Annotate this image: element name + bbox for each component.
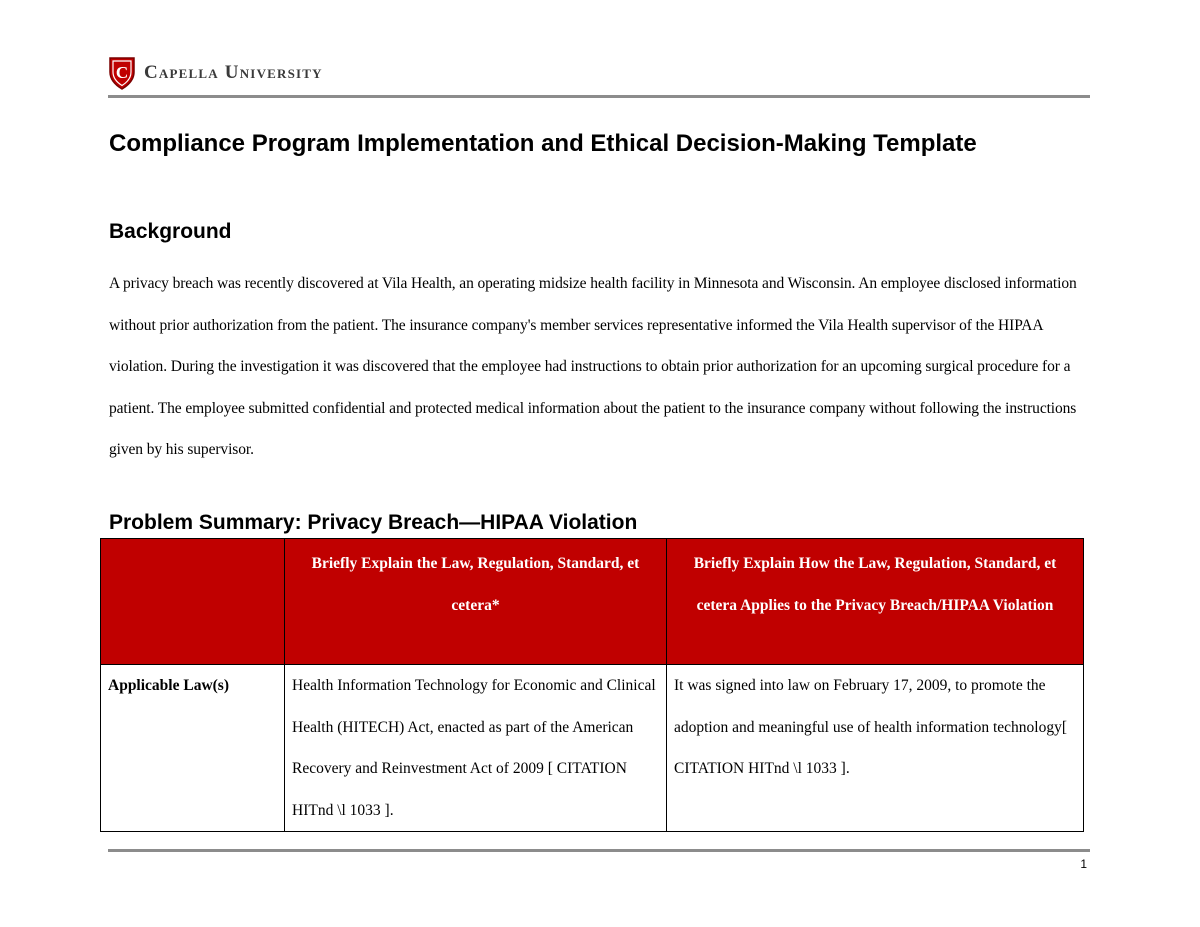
row-label-cell xyxy=(101,665,285,832)
background-paragraph: A privacy breach was recently discovered at Vila Health, an operating midsize health facility in Minnesota and Wisconsin. An employee disclosed information without prior authorization from the patient. The insurance company's member services representative informed the Vila Health supervisor of the HIPAA violation. During the investigation it was discovered that the employee had instructions to obtain prior authorization for an upcoming surgical procedure for a patient. The employee submitted confidential and protected medical information about the patient to the insurance company without following the instructions given by his supervisor. xyxy=(109,275,1077,458)
problem-summary-heading: Problem Summary: Privacy Breach—HIPAA Violation xyxy=(109,511,638,534)
document-title: Compliance Program Implementation and Ethical Decision-Making Template xyxy=(109,130,977,157)
capella-logo xyxy=(108,54,323,92)
law-cell[interactable] xyxy=(285,665,667,832)
table-header-row xyxy=(101,539,1084,665)
problem-summary-table xyxy=(100,538,1084,832)
shield-logo-icon xyxy=(108,55,136,91)
header-cell-application: Briefly Explain How the Law, Regulation, Standard, et cetera Applies to the Privacy Breach/HIPAA Violation xyxy=(667,539,1084,665)
footer-rule xyxy=(108,849,1090,852)
row-label: Applicable Law(s) xyxy=(108,677,229,694)
table-row xyxy=(101,665,1084,832)
logo-wordmark: Capella University xyxy=(144,62,323,83)
header-cell-empty xyxy=(101,539,285,665)
page-number: 1 xyxy=(1080,857,1087,871)
background-heading: Background xyxy=(109,220,232,243)
application-cell[interactable] xyxy=(667,665,1084,832)
application-text: It was signed into law on February 17, 2009, to promote the adoption and meaningful use of health information technology[ CITATION HITnd \l 1033 ]. xyxy=(674,677,1067,777)
header-cell-law: Briefly Explain the Law, Regulation, Standard, et cetera* xyxy=(285,539,667,665)
svg-text:C: C xyxy=(115,63,129,82)
law-text: Health Information Technology for Economic and Clinical Health (HITECH) Act, enacted as part of the American Recovery and Reinvestment Act of 2009 [ CITATION HITnd \l 1033 ]. xyxy=(292,677,656,819)
header-rule xyxy=(108,95,1090,98)
